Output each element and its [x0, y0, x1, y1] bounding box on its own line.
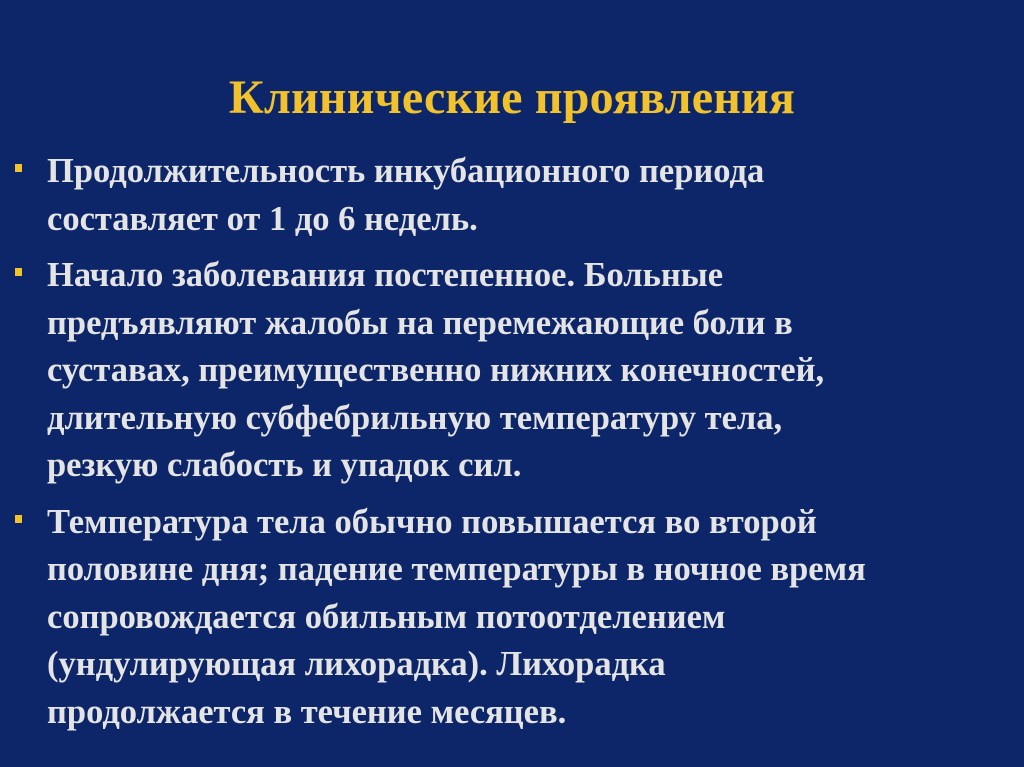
bullet-item — [10, 252, 1010, 490]
bullet-line: половине дня; падение температуры в ночное время — [47, 550, 866, 588]
bullet-line: длительную субфебрильную температуру тела, — [47, 398, 783, 437]
bullet-line: составляет от 1 до 6 недель. — [47, 199, 478, 238]
bullet-list — [10, 148, 1010, 745]
bullet-line: продолжается в течение месяцев. — [47, 692, 567, 731]
bullet-line: сопровождается обильным потоотделением — [47, 597, 726, 636]
bullet-text — [47, 148, 1010, 243]
bullet-item — [10, 148, 1010, 243]
bullet-line: (ундулирующая лихорадка). Лихорадка — [47, 645, 666, 683]
slide-title: Клинические проявления — [228, 71, 796, 124]
bullet-line: Начало заболевания постепенное. Больные — [47, 256, 724, 294]
bullet-line: резкую слабость и упадок сил. — [47, 446, 522, 484]
bullet-item — [10, 499, 1010, 737]
bullet-square-icon — [15, 164, 22, 172]
bullet-line: суставах, преимущественно нижних конечностей, — [47, 351, 825, 389]
bullet-text — [47, 499, 1010, 737]
bullet-line: Температура тела обычно повышается во второй — [47, 502, 817, 541]
bullet-line: предъявляют жалобы на перемежающие боли в — [47, 303, 793, 342]
bullet-line: Продолжительность инкубационного периода — [47, 152, 765, 190]
bullet-square-icon — [15, 268, 22, 276]
bullet-square-icon — [15, 515, 22, 523]
bullet-text — [47, 252, 1010, 490]
